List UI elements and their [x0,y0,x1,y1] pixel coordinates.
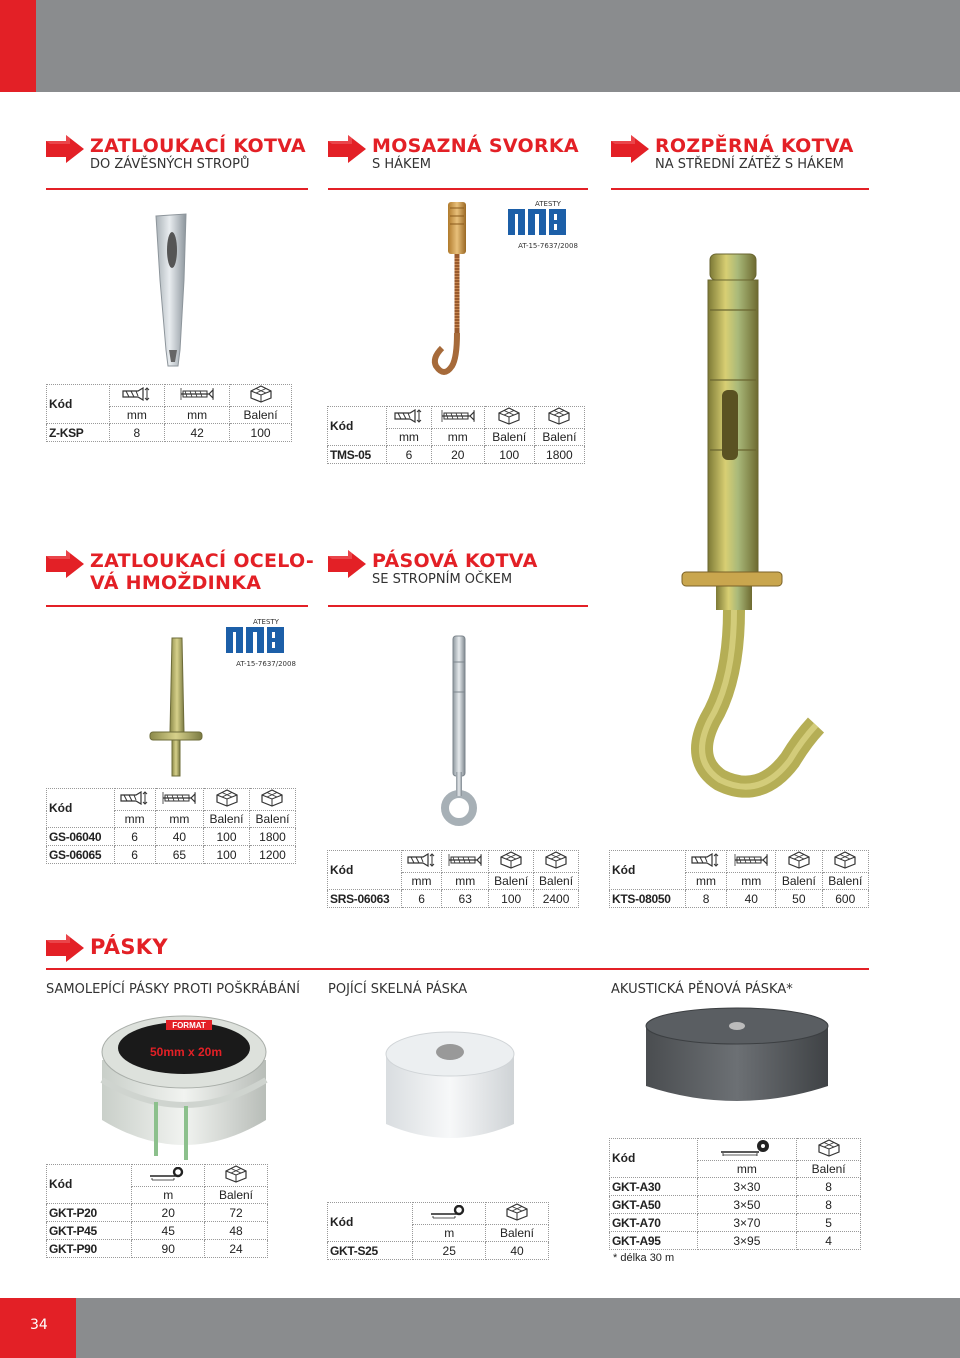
cell: 6 [401,890,441,908]
unit-mm: mm [685,873,727,890]
cell: 65 [155,846,203,864]
cell: 1800 [534,446,584,464]
section-subtitle: DO ZÁVĚSNÝCH STROPŮ [90,157,250,172]
table-row [47,1204,268,1222]
product-image-mosazna-svorka [428,198,498,388]
package-box-icon [505,1203,529,1221]
itb-logo-icon [508,209,568,235]
section-pasova-kotva [328,550,588,608]
product-image-akusticka-paska [642,1006,832,1116]
section-title: MOSAZNÁ SVORKA [372,135,579,157]
unit-baleni: Balení [204,811,250,828]
anchor-length-icon [161,791,197,805]
cell: 100 [484,446,534,464]
subsection-pojici: POJÍCÍ SKELNÁ PÁSKA [328,982,468,997]
atesty-logo [226,618,306,668]
product-code: Z-KSP [47,424,110,442]
bottom-bar [0,1298,960,1358]
package-box-icon [833,851,857,869]
atesty-logo [508,200,588,250]
section-underline [46,968,869,970]
package-box-icon [547,407,571,425]
unit-m: m [413,1225,486,1242]
cell: 72 [205,1204,268,1222]
drill-bit-icon [122,387,152,401]
unit-baleni: Balení [230,407,292,424]
cell: 6 [386,446,431,464]
product-code: GKT-A95 [610,1232,698,1250]
cell: 90 [132,1240,205,1258]
unit-mm: mm [114,811,155,828]
arrow-icon [46,550,84,578]
kod-label: Kód [610,851,686,890]
table-row [47,1222,268,1240]
product-code: GKT-P20 [47,1204,132,1222]
table-gkt-a [609,1138,861,1250]
section-zatloukaci-ocelova-hmozdinka [46,550,315,608]
unit-baleni: Balení [797,1161,861,1178]
kod-label: Kód [610,1139,698,1178]
section-underline [46,188,308,190]
cell: 3×30 [697,1178,797,1196]
unit-baleni: Balení [776,873,822,890]
product-image-rozperna-kotva [630,250,830,810]
product-image-zatloukaci-ocelova-hmozdinka [148,632,208,782]
section-rozperna-kotva [611,135,869,191]
unit-mm: mm [155,811,203,828]
subsection-akusticka: AKUSTICKÁ PĚNOVÁ PÁSKA* [611,982,793,997]
package-box-icon [215,789,239,807]
product-code: KTS-08050 [610,890,686,908]
section-mosazna-svorka [328,135,588,191]
cell: 1800 [249,828,295,846]
package-box-icon [224,1165,248,1183]
anchor-length-icon [440,409,476,423]
product-image-pasova-kotva [440,632,480,832]
table-row [328,446,585,464]
package-box-icon [249,385,273,403]
section-title: ZATLOUKACÍ KOTVA [90,135,306,157]
cell: 100 [489,890,534,908]
section-subtitle: SE STROPNÍM OČKEM [372,572,513,587]
anchor-length-icon [179,387,215,401]
anchor-length-icon [447,853,483,867]
cell: 40 [155,828,203,846]
section-title: PÁSKY [90,935,168,959]
unit-baleni: Balení [486,1225,549,1242]
cell: 2400 [534,890,579,908]
cell: 63 [442,890,489,908]
tape-label: 50mm x 20m [149,1045,223,1059]
footnote: * délka 30 m [613,1252,675,1264]
table-row [47,846,296,864]
unit-baleni: Balení [249,811,295,828]
package-box-icon [787,851,811,869]
package-box-icon [260,789,284,807]
itb-logo-icon [226,627,286,653]
unit-mm: mm [442,873,489,890]
cell: 40 [486,1242,549,1260]
cell: 24 [205,1240,268,1258]
section-subtitle: NA STŘEDNÍ ZÁTĚŽ S HÁKEM [655,157,844,172]
cell: 6 [114,828,155,846]
atesty-label: ATESTY [253,618,279,626]
drill-bit-icon [691,853,721,867]
top-accent [0,0,36,92]
arrow-icon [46,934,84,962]
table-row [610,1196,861,1214]
table-row [328,1242,549,1260]
cell: 8 [797,1196,861,1214]
tape-brand: FORMAT [172,1021,206,1030]
section-underline [328,188,588,190]
table-tms [327,406,585,464]
section-underline [46,605,308,607]
product-code: GKT-A70 [610,1214,698,1232]
section-underline [611,188,869,190]
drill-bit-icon [120,791,150,805]
atesty-label: ATESTY [535,200,561,208]
table-row [610,1178,861,1196]
table-row [610,1232,861,1250]
atesty-cert: AT-15-7637/2008 [236,660,296,668]
cell: 100 [204,828,250,846]
kod-label: Kód [47,789,115,828]
section-title-line2: VÁ HMOŽDINKA [90,572,262,594]
tape-roll-icon [148,1167,188,1181]
tape-roll-length-icon [719,1139,775,1157]
kod-label: Kód [328,407,387,446]
atesty-cert: AT-15-7637/2008 [518,242,578,250]
cell: 48 [205,1222,268,1240]
cell: 40 [727,890,776,908]
product-code: GKT-A50 [610,1196,698,1214]
cell: 50 [776,890,822,908]
unit-baleni: Balení [534,873,579,890]
unit-mm: mm [401,873,441,890]
cell: 8 [109,424,164,442]
kod-label: Kód [47,385,110,424]
drill-bit-icon [407,853,437,867]
unit-mm: mm [165,407,230,424]
product-code: SRS-06063 [328,890,402,908]
section-pasky [46,934,869,974]
kod-label: Kód [328,1203,413,1242]
cell: 100 [204,846,250,864]
unit-mm: mm [727,873,776,890]
cell: 8 [797,1178,861,1196]
product-image-zatloukaci-kotva [150,210,196,370]
cell: 25 [413,1242,486,1260]
unit-baleni: Balení [534,429,584,446]
section-underline [328,605,588,607]
cell: 1200 [249,846,295,864]
product-code: GS-06065 [47,846,115,864]
arrow-icon [46,135,84,163]
section-title: PÁSOVÁ KOTVA [372,550,538,572]
cell: 20 [431,446,484,464]
table-gkt-p [46,1164,268,1258]
package-box-icon [544,851,568,869]
product-code: GKT-S25 [328,1242,413,1260]
cell: 100 [230,424,292,442]
section-subtitle: S HÁKEM [372,157,432,172]
kod-label: Kód [328,851,402,890]
table-row [610,890,869,908]
section-title: ROZPĚRNÁ KOTVA [655,135,854,157]
unit-baleni: Balení [822,873,868,890]
unit-mm: mm [697,1161,797,1178]
table-row [610,1214,861,1232]
cell: 42 [165,424,230,442]
cell: 3×70 [697,1214,797,1232]
product-image-skelna-paska [380,1028,520,1148]
unit-baleni: Balení [489,873,534,890]
unit-mm: mm [109,407,164,424]
table-row [328,890,579,908]
unit-baleni: Balení [205,1187,268,1204]
cell: 4 [797,1232,861,1250]
table-row [47,1240,268,1258]
section-title-line1: ZATLOUKACÍ OCELO- [90,550,315,572]
top-bar [0,0,960,92]
cell: 3×50 [697,1196,797,1214]
page-number: 34 [30,1317,48,1333]
anchor-length-icon [733,853,769,867]
cell: 3×95 [697,1232,797,1250]
kod-label: Kód [47,1165,132,1204]
unit-m: m [132,1187,205,1204]
table-row [47,424,292,442]
unit-mm: mm [386,429,431,446]
unit-baleni: Balení [484,429,534,446]
table-gkt-s [327,1202,549,1260]
table-srs [327,850,579,908]
product-code: GKT-P90 [47,1240,132,1258]
product-code: GKT-P45 [47,1222,132,1240]
table-kts [609,850,869,908]
table-gs [46,788,296,864]
cell: 20 [132,1204,205,1222]
product-code: GKT-A30 [610,1178,698,1196]
product-code: GS-06040 [47,828,115,846]
arrow-icon [611,135,649,163]
unit-mm: mm [431,429,484,446]
cell: 6 [114,846,155,864]
bottom-accent [0,1298,76,1358]
drill-bit-icon [394,409,424,423]
package-box-icon [499,851,523,869]
package-box-icon [817,1139,841,1157]
cell: 5 [797,1214,861,1232]
cell: 600 [822,890,868,908]
arrow-icon [328,550,366,578]
arrow-icon [328,135,366,163]
package-box-icon [497,407,521,425]
cell: 8 [685,890,727,908]
subsection-samolepici: SAMOLEPÍCÍ PÁSKY PROTI POŠKRÁBÁNÍ [46,982,300,997]
cell: 45 [132,1222,205,1240]
product-code: TMS-05 [328,446,387,464]
section-zatloukaci-kotva [46,135,308,191]
tape-roll-icon [429,1205,469,1219]
product-image-samolepici-paska [96,1010,272,1160]
table-z-ksp [46,384,292,442]
table-row [47,828,296,846]
